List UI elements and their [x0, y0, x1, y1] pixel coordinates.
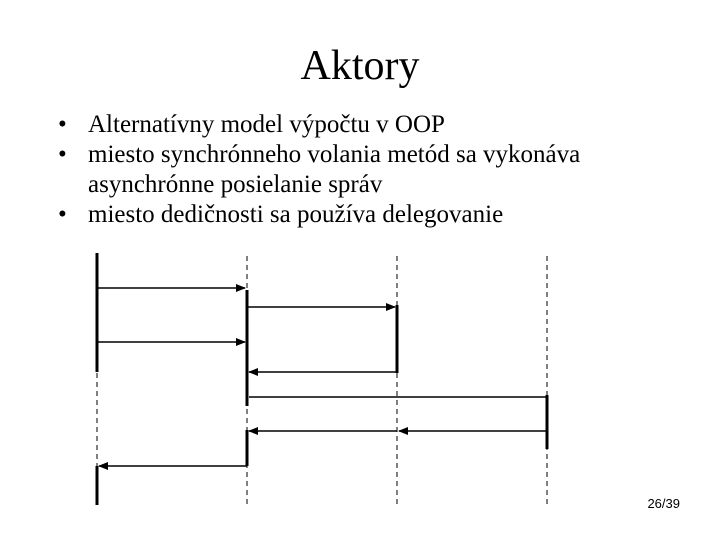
- bullet-text: Alternatívny model výpočtu v OOP: [88, 111, 445, 138]
- bullet-dot-icon: •: [58, 111, 67, 138]
- bullet-text: miesto dedičnosti sa používa delegovanie: [88, 201, 504, 228]
- page-number: 26/39: [647, 496, 680, 511]
- bullet-dot-icon: •: [58, 201, 67, 228]
- slide-title: Aktory: [300, 43, 420, 89]
- bullet-text: miesto synchrónneho volania metód sa vykonáva asynchrónne posielanie správ: [88, 141, 581, 198]
- bullet-dot-icon: •: [58, 141, 67, 168]
